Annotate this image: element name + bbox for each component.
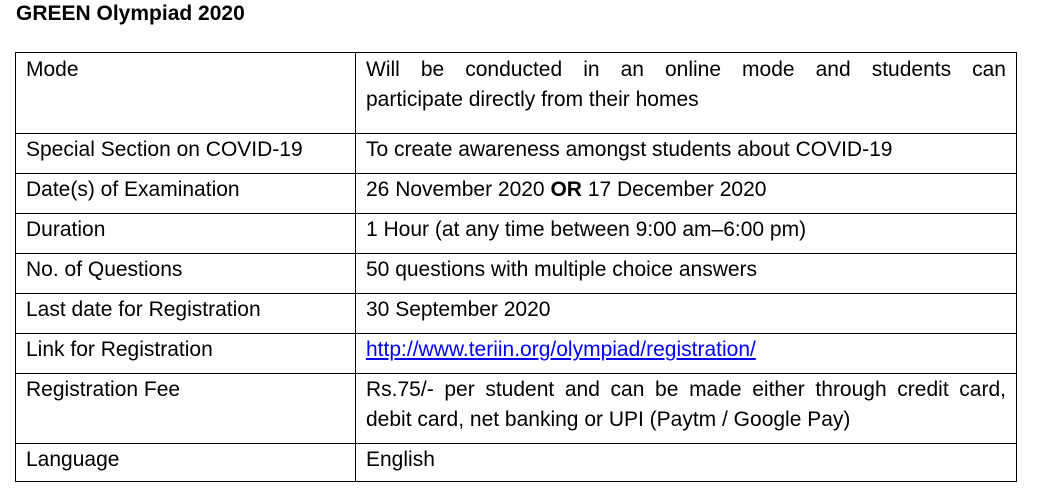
last-date-value: 30 September 2020 xyxy=(356,294,1017,334)
registration-fee-line-2: debit card, net banking or UPI (Paytm / Google Pay) xyxy=(366,408,851,431)
registration-link[interactable]: http://www.teriin.org/olympiad/registration/ xyxy=(366,338,756,361)
table-row-language xyxy=(16,444,1017,482)
table-row-registration-fee xyxy=(16,374,1017,444)
registration-fee-value xyxy=(356,374,1017,444)
registration-fee-label: Registration Fee xyxy=(16,374,356,444)
mode-label: Mode xyxy=(16,53,356,134)
mode-value xyxy=(356,53,1017,134)
language-label: Language xyxy=(16,444,356,482)
duration-value: 1 Hour (at any time between 9:00 am–6:00 pm) xyxy=(356,214,1017,254)
mode-value-line-2: participate directly from their homes xyxy=(366,88,699,111)
exam-date-or: OR xyxy=(550,178,582,201)
table-row-exam-dates xyxy=(16,174,1017,214)
document-title: GREEN Olympiad 2020 xyxy=(16,2,245,25)
table-row-mode xyxy=(16,53,1017,134)
exam-date-second: 17 December 2020 xyxy=(587,178,767,201)
exam-dates-value xyxy=(356,174,1017,214)
table-row-duration xyxy=(16,214,1017,254)
table-row-questions xyxy=(16,254,1017,294)
last-date-label: Last date for Registration xyxy=(16,294,356,334)
duration-label: Duration xyxy=(16,214,356,254)
covid-section-value: To create awareness amongst students about COVID-19 xyxy=(356,134,1017,174)
table-row-last-date xyxy=(16,294,1017,334)
mode-value-line-1: Will be conducted in an online mode and students can xyxy=(366,58,1006,81)
olympiad-info-table xyxy=(15,52,1017,482)
registration-link-cell xyxy=(356,334,1017,374)
table-row-covid-section xyxy=(16,134,1017,174)
table-row-registration-link xyxy=(16,334,1017,374)
questions-label: No. of Questions xyxy=(16,254,356,294)
covid-section-label: Special Section on COVID-19 xyxy=(16,134,356,174)
language-value: English xyxy=(356,444,1017,482)
questions-value: 50 questions with multiple choice answers xyxy=(356,254,1017,294)
registration-fee-line-1: Rs.75/- per student and can be made either through credit card, xyxy=(366,378,1006,401)
exam-date-first: 26 November 2020 xyxy=(366,178,545,201)
registration-link-label: Link for Registration xyxy=(16,334,356,374)
exam-dates-label: Date(s) of Examination xyxy=(16,174,356,214)
